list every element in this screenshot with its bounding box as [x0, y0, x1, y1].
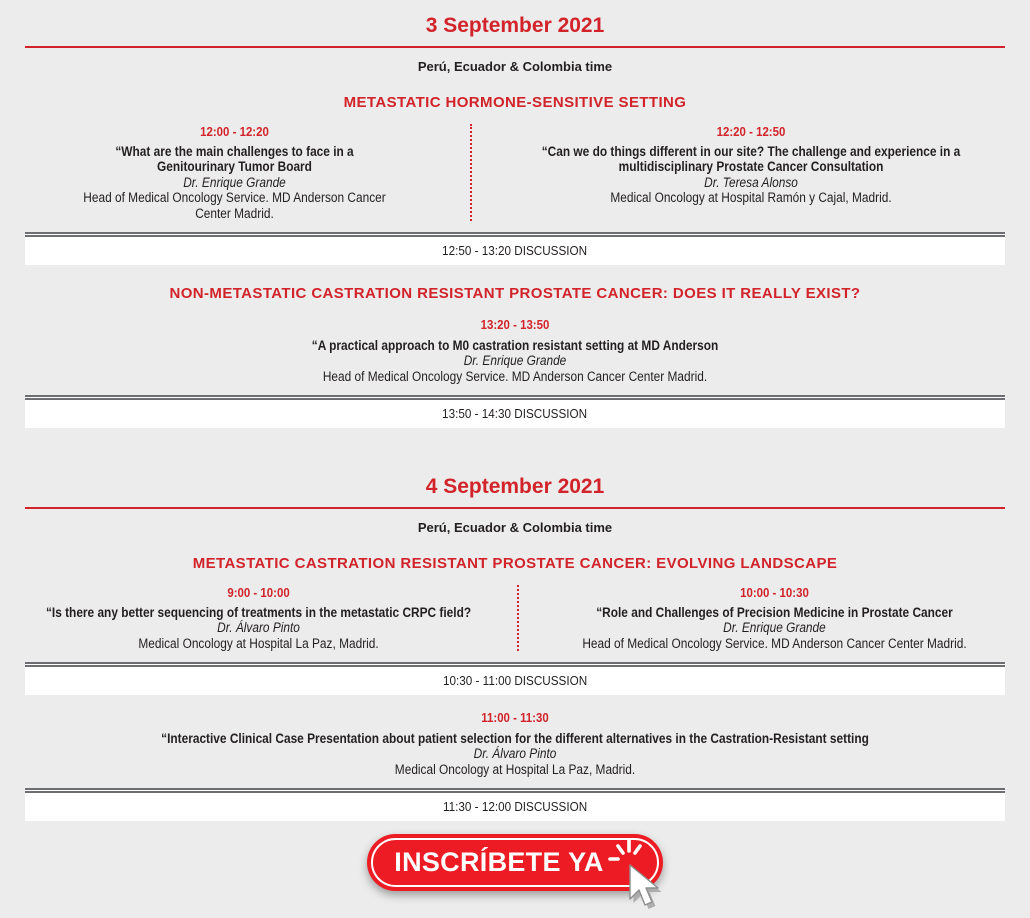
session-affiliation: Head of Medical Oncology Service. MD Anderson Cancer Center Madrid. — [83, 190, 387, 221]
session-speaker: Dr. Álvaro Pinto — [217, 620, 300, 635]
red-divider — [25, 507, 1005, 509]
session-affiliation: Medical Oncology at Hospital Ramón y Cajal, Madrid. — [610, 190, 892, 205]
session-time: 11:00 - 11:30 — [481, 710, 549, 725]
day-2 — [0, 428, 1030, 821]
day-2-timezone: Perú, Ecuador & Colombia time — [417, 520, 613, 535]
session-speaker: Dr. Teresa Alonso — [703, 174, 798, 190]
session-block — [472, 124, 1030, 221]
inscribete-button-label: INSCRÍBETE YA — [394, 847, 604, 877]
day-1-title: 3 September 2021 — [425, 14, 605, 37]
session-affiliation: Head of Medical Oncology Service. MD Anderson Cancer Center Madrid. — [322, 368, 708, 384]
session-title: “Role and Challenges of Precision Medicine in Prostate Cancer — [596, 604, 953, 620]
day-2-section-1-heading: METASTATIC CASTRATION RESISTANT PROSTATE CANCER: EVOLVING LANDSCAPE — [192, 555, 838, 572]
discussion-bar: 13:50 - 14:30 DISCUSSION — [25, 395, 1005, 428]
red-divider — [25, 46, 1005, 48]
session-block — [0, 317, 1030, 384]
session-block — [0, 710, 1030, 777]
discussion-bar: 11:30 - 12:00 DISCUSSION — [25, 788, 1005, 821]
session-time: 9:00 - 10:00 — [227, 585, 290, 600]
day-1-sessions-row — [0, 124, 1030, 221]
session-title: “A practical approach to M0 castration resistant setting at MD Anderson — [311, 337, 719, 353]
session-affiliation: Medical Oncology at Hospital La Paz, Madrid. — [394, 761, 636, 777]
session-speaker: Dr. Álvaro Pinto — [473, 746, 557, 761]
session-title: “What are the main challenges to face in a Genitourinary Tumor Board — [115, 143, 354, 174]
day-2-sessions-row — [0, 585, 1030, 651]
cta-row — [0, 834, 1030, 891]
session-speaker: Dr. Enrique Grande — [183, 174, 287, 190]
session-time: 12:20 - 12:50 — [716, 124, 786, 139]
session-time: 10:00 - 10:30 — [740, 585, 809, 600]
session-title: “Can we do things different in our site? The challenge and experience in a multidisciplinary Prostate Cancer Consultation — [541, 143, 961, 174]
day-1 — [0, 0, 1030, 428]
discussion-bar: 12:50 - 13:20 DISCUSSION — [25, 232, 1005, 265]
discussion-bar: 10:30 - 11:00 DISCUSSION — [25, 662, 1005, 695]
click-cursor-icon — [605, 838, 667, 918]
session-title: “Interactive Clinical Case Presentation about patient selection for the different alternatives in the Castration-Resistant setting — [161, 730, 869, 746]
session-title: “Is there any better sequencing of treatments in the metastatic CRPC field? — [45, 604, 472, 620]
day-1-section-1-heading: METASTATIC HORMONE-SENSITIVE SETTING — [343, 94, 687, 111]
session-time: 13:20 - 13:50 — [480, 317, 550, 332]
session-block — [0, 585, 517, 651]
inscribete-button[interactable] — [367, 834, 663, 891]
session-affiliation: Medical Oncology at Hospital La Paz, Madrid. — [138, 635, 379, 651]
session-time: 12:00 - 12:20 — [200, 124, 270, 139]
session-speaker: Dr. Enrique Grande — [463, 353, 567, 368]
session-affiliation: Head of Medical Oncology Service. MD Anderson Cancer Center Madrid. — [582, 635, 967, 651]
session-block — [0, 124, 470, 221]
day-1-timezone: Perú, Ecuador & Colombia time — [417, 59, 613, 74]
day-2-title: 4 September 2021 — [425, 475, 605, 498]
session-speaker: Dr. Enrique Grande — [723, 620, 826, 635]
day-1-section-2-heading: NON-METASTATIC CASTRATION RESISTANT PROSTATE CANCER: DOES IT REALLY EXIST? — [169, 285, 861, 302]
session-block — [519, 585, 1030, 651]
